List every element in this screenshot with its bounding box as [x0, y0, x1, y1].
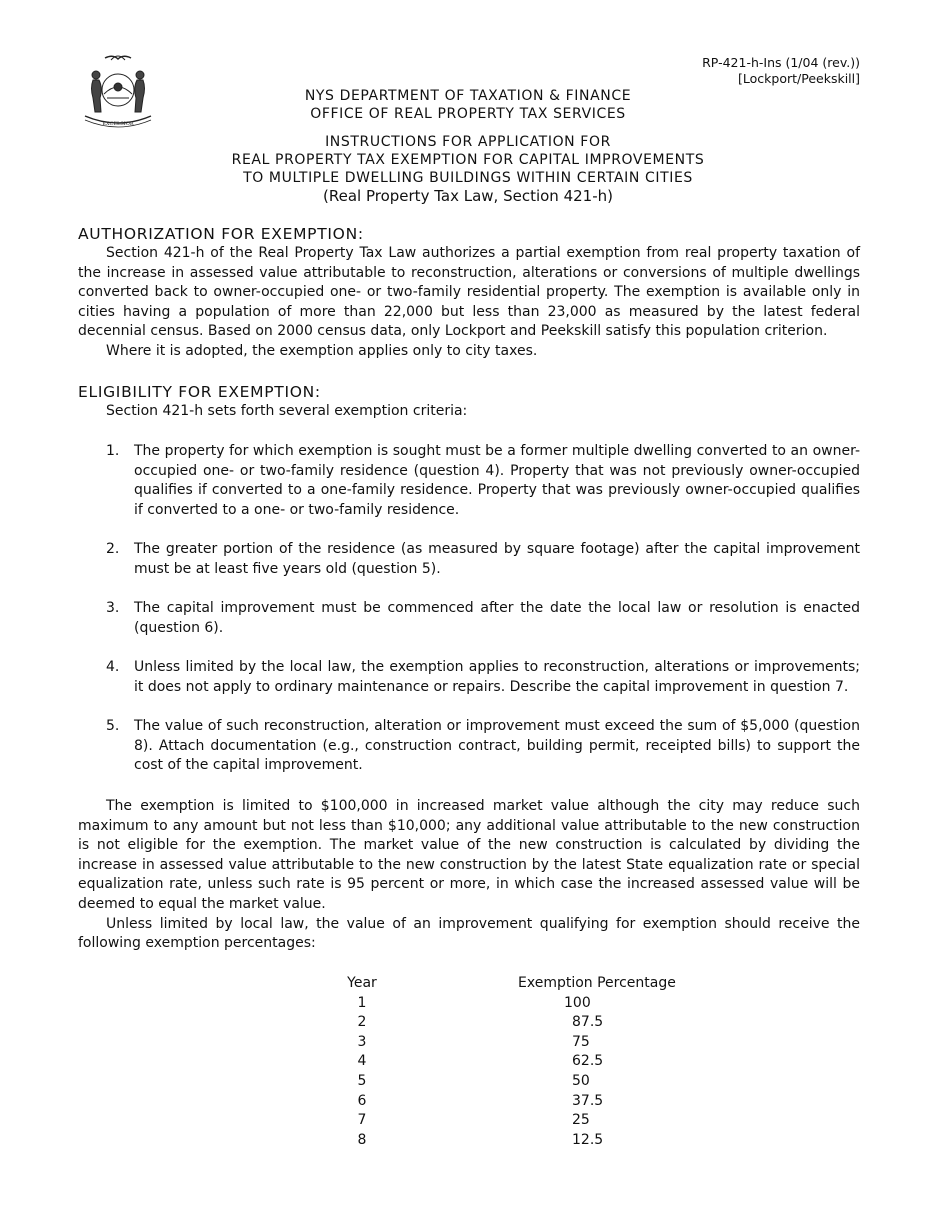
list-item: 5. The value of such reconstruction, alteration or improvement must exceed the sum of $5,000 (question 8). Attach documentation (e.g., construction contract, building permit, receipted bills) to support the cost of the capital improvement. — [106, 718, 860, 774]
department-name: NYS DEPARTMENT OF TAXATION & FINANCE — [304, 88, 632, 104]
percentage-column-header: Exemption Percentage — [518, 975, 676, 991]
criteria-list — [78, 717, 860, 776]
criteria-list — [78, 540, 860, 579]
paragraph: Section 421-h sets forth several exemption criteria: — [106, 403, 468, 419]
nys-seal-icon — [77, 50, 159, 128]
list-item: 3. The capital improvement must be commenced after the date the local law or resolution is enacted (question 6). — [106, 600, 860, 636]
eligibility-section — [78, 383, 860, 422]
paragraph: The exemption is limited to $100,000 in increased market value although the city may reduce such maximum to any amount but not less than $10,000; any additional value attributable to the new construction is not eligible for the exemption. The market value of the new construction is calculated by dividing the increase in assessed value attributable to the new construction by the latest State equalization rate or special equalization rate, unless such rate is 95 percent or more, in which case the increased assessed value will be deemed to equal the market value. — [78, 798, 860, 912]
agency-header — [150, 87, 786, 123]
list-item: 2. The greater portion of the residence (as measured by square footage) after the capital improvement must be at least five years old (question 5). — [106, 541, 860, 577]
form-cities: [Lockport/Peekskill] — [738, 71, 860, 86]
section-heading: ELIGIBILITY FOR EXEMPTION: — [78, 383, 321, 401]
section-heading: AUTHORIZATION FOR EXEMPTION: — [78, 225, 364, 243]
title-line-1: INSTRUCTIONS FOR APPLICATION FOR — [325, 134, 611, 150]
list-item: 4. Unless limited by the local law, the exemption applies to reconstruction, alterations or improvements; it does not apply to ordinary maintenance or repairs. Describe the capital improvement in question 7. — [106, 659, 860, 695]
document-title — [150, 133, 786, 205]
document-page: EXCELSIOR RP-421-h-Ins (1/04 (rev.)) [Lockport/Peekskill] NYS DEPARTMENT OF TAXATION & FINANCE OFFICE OF REAL PROPERTY TAX SERVICES INSTRUCTIONS FOR APPLICATION FOR REAL PROPERTY TAX EXEMPTION FOR CAPITAL IMPROVEMENTS TO MULTIPLE DWELLING BUILDINGS WITHIN CERTAIN CITIES (Real Property Tax Law, Section 421-h) AUTHORIZATION FOR EXEMPTION: Section 421-h of the Real Property Tax Law authorizes a partial exemption from real property taxation of the increase in assessed value attributable to reconstruction, alterations or conversions of multiple dwellings converted back to owner-occupied one- or two-family residential property. The exemption is available only in cities having a population of more than 22,000 but less than 23,000 as measured by the latest federal decennial census. Based on 2000 census data, only Lockport and Peekskill satisfy this population criterion. Where it is adopted, the exemption applies only to city taxes. ELIGIBILITY FOR EXEMPTION: Section 421-h sets forth several exemption criteria: 1. The property for which exemption is sought must be a former multiple dwelling converted to an owner-occupied one- or two-family residence (question 4). Property that was not previously owner-occupied qualifies if converted to a one-family residence. Property that was previously owner-occupied qualifies if converted to a one- or two-family residence. 2. The greater portion of the residence (as measured by square footage) after the capital improvement must be at least five years old (question 5). 3. The capital improvement must be commenced after the date the local law or resolution is enacted (question 6). 4. Unless limited by the local law, the exemption applies to reconstruction, alterations or improvements; it does not apply to ordinary maintenance or repairs. Describe the capital improvement in question 7. 5. The value of such reconstruction, alteration or improvement must exceed the sum of $5,000 (question 8). Attach documentation (e.g., construction contract, building permit, receipted bills) to support the cost of the capital improvement. The exemption is limited to $100,000 in increased market value although the city may reduce such maximum to any amount but not less than $10,000; any additional value attributable to the new construction is not eligible for the exemption. The market value of the new construction is calculated by dividing the increase in assessed value attributable to the new construction by the latest State equalization rate or special equalization rate, unless such rate is 95 percent or more, in which case the increased assessed value will be deemed to equal the market value. Unless limited by local law, the value of an improvement qualifying for exemption should receive the following exemption percentages: Year Exemption Percentage 1 100 2 87.5 3 75 4 62.5 5 50 6 37.5 7 25 8 12.5 — [0, 0, 950, 1230]
list-item: 1. The property for which exemption is sought must be a former multiple dwelling converted to an owner-occupied one- or two-family residence (question 4). Property that was not previously owner-occupied qualifies if converted to a one-family residence. Property that was previously owner-occupied qualifies if converted to a one- or two-family residence. — [106, 443, 860, 518]
paragraph: Unless limited by local law, the value of an improvement qualifying for exemption should receive the following exemption percentages: — [78, 915, 860, 952]
form-id — [702, 55, 860, 87]
year-column-header: Year — [347, 975, 377, 991]
office-name: OFFICE OF REAL PROPERTY TAX SERVICES — [310, 106, 626, 122]
form-number: RP-421-h-Ins (1/04 (rev.)) — [702, 55, 860, 70]
law-reference: (Real Property Tax Law, Section 421-h) — [323, 187, 613, 205]
paragraph: Section 421-h of the Real Property Tax Law authorizes a partial exemption from real property taxation of the increase in assessed value attributable to reconstruction, alterations or conversions of multiple dwellings converted back to owner-occupied one- or two-family residential property. The exemption is available only in cities having a population of more than 22,000 but less than 23,000 as measured by the latest federal decennial census. Based on 2000 census data, only Lockport and Peekskill satisfy this population criterion. — [78, 245, 860, 340]
title-line-3: TO MULTIPLE DWELLING BUILDINGS WITHIN CERTAIN CITIES — [243, 170, 693, 186]
criteria-list — [78, 442, 860, 520]
criteria-list — [78, 599, 860, 638]
paragraph: Where it is adopted, the exemption applies only to city taxes. — [106, 342, 538, 359]
authorization-section — [78, 225, 860, 362]
title-line-2: REAL PROPERTY TAX EXEMPTION FOR CAPITAL IMPROVEMENTS — [231, 152, 705, 168]
exemption-limit-section — [78, 797, 860, 954]
criteria-list — [78, 658, 860, 697]
seal-motto: EXCELSIOR — [102, 121, 134, 127]
